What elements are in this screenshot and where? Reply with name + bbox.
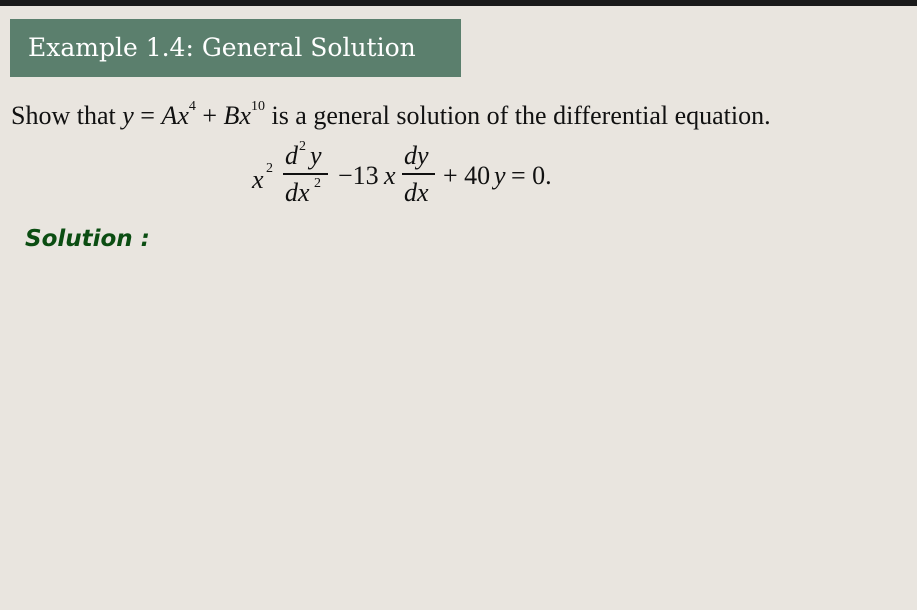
eq-plus-40: + 40 [443,161,491,190]
frac1-numerator-d: d [285,141,298,170]
eq-equals-zero: = 0. [511,161,552,190]
statement-prefix: Show that [11,101,116,130]
differential-equation [252,139,592,207]
eq-y: y [494,161,506,190]
problem-statement [11,87,771,136]
frac1-denominator: dx [285,178,310,207]
top-edge-bar [0,0,917,6]
term-b: Bx [223,101,251,130]
frac2-numerator: dy [404,141,429,170]
eq-x-exponent: 2 [266,161,273,176]
eq-minus-13: −13 [338,161,379,190]
frac1-denominator-exponent: 2 [314,176,321,191]
term-a: Ax [161,101,189,130]
eq-x: x [252,165,264,194]
y-symbol: y [122,101,134,130]
frac1-bar [283,173,328,175]
frac2-denominator: dx [404,178,429,207]
plus-sign: + [202,101,218,130]
equals-sign: = [140,101,155,130]
frac2-bar [402,173,435,175]
exponent-10: 10 [250,99,265,114]
example-title: Example 1.4: General Solution [10,19,461,77]
frac1-numerator-y: y [310,141,322,170]
solution-label: Solution : [25,226,150,252]
exponent-4: 4 [188,99,196,114]
eq-x-term: x [384,161,396,190]
statement-suffix: is a general solution of the differential equation. [271,101,771,130]
frac1-numerator-exponent: 2 [299,139,306,154]
